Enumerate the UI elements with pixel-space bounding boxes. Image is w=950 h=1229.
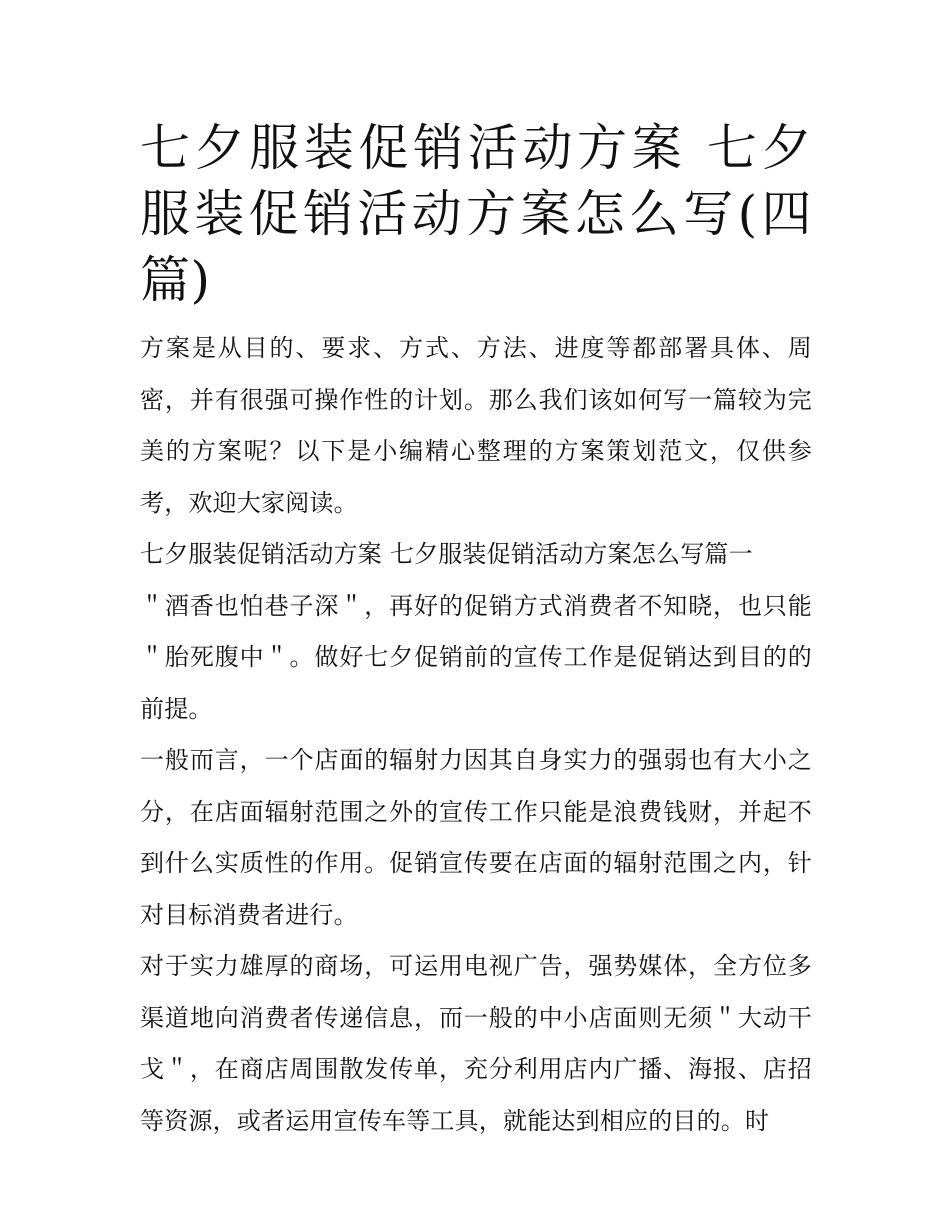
intro-paragraph: 方案是从目的、要求、方式、方法、进度等都部署具体、周密，并有很强可操作性的计划。那么我们该如何写一篇较为完美的方案呢？以下是小编精心整理的方案策划范文，仅供参考，欢迎大家阅读。 <box>140 334 812 517</box>
body-paragraph: ＂酒香也怕巷子深＂，再好的促销方式消费者不知晓，也只能＂胎死腹中＂。做好七夕促销前的宣传工作是促销达到目的的前提。 <box>140 591 812 723</box>
document-title: 七夕服装促销活动方案 七夕服装促销活动方案怎么写(四篇) <box>140 119 812 309</box>
document-page <box>140 115 812 1147</box>
body-paragraph: 一般而言，一个店面的辐射力因其自身实力的强弱也有大小之分，在店面辐射范围之外的宣传工作只能是浪费钱财，并起不到什么实质性的作用。促销宣传要在店面的辐射范围之内，针对目标消费者进行。 <box>140 746 812 929</box>
body-paragraph: 对于实力雄厚的商场，可运用电视广告，强势媒体，全方位多渠道地向消费者传递信息，而一般的中小店面则无须＂大动干戈＂，在商店周围散发传单，充分利用店内广播、海报、店招等资源，或者运用宣传车等工具，就能达到相应的目的。时 <box>140 952 812 1135</box>
section-heading: 七夕服装促销活动方案 七夕服装促销活动方案怎么写篇一 <box>140 540 753 568</box>
